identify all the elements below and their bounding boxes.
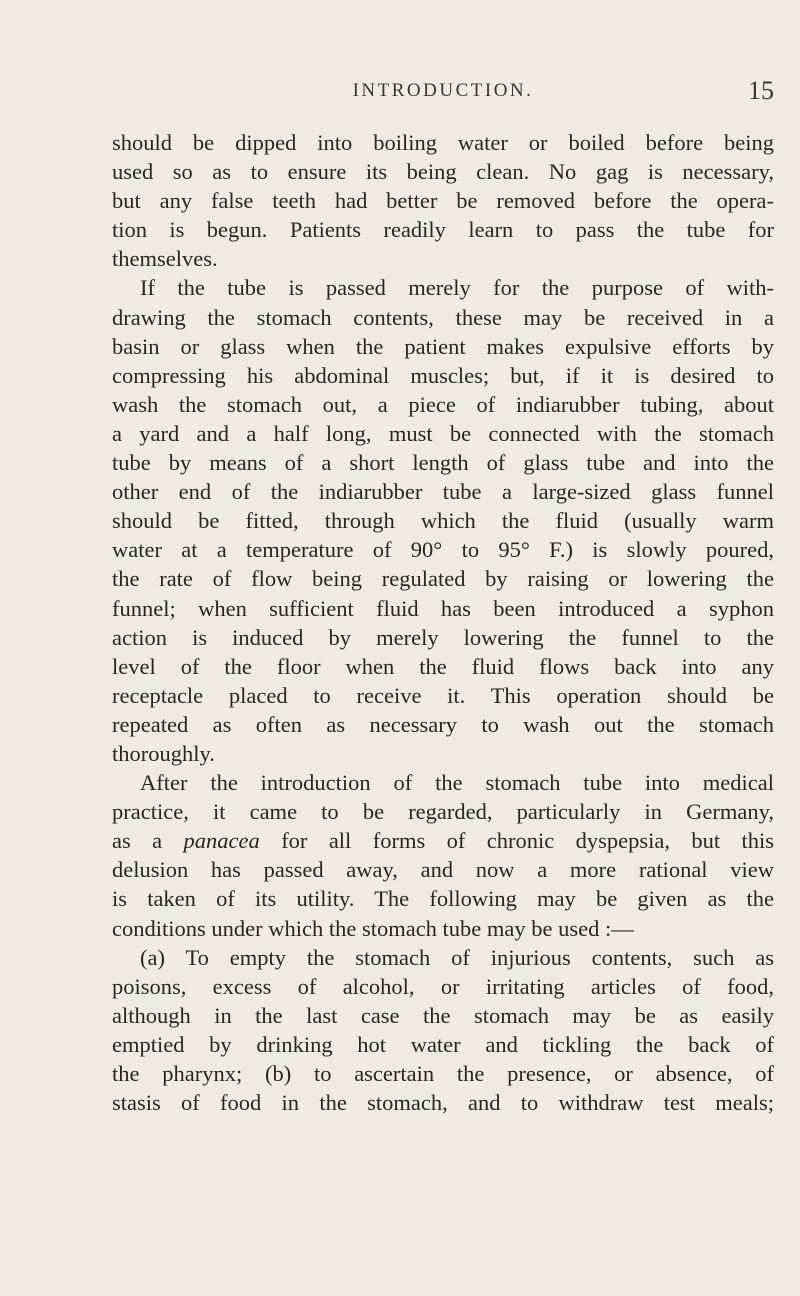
text-line: action is induced by merely lowering the funnel to the — [112, 624, 774, 650]
text-line: delusion has passed away, and now a more rational view — [112, 857, 774, 883]
text-line: If the tube is passed merely for the purpose of with- — [140, 275, 774, 301]
text-line: themselves. — [112, 246, 218, 272]
running-head — [112, 76, 774, 110]
body-text — [112, 128, 774, 1117]
text-line: emptied by drinking hot water and tickling the back of — [112, 1031, 774, 1057]
text-line: should be fitted, through which the fluid (usually warm — [112, 508, 774, 534]
text-line: poisons, excess of alcohol, or irritating articles of food, — [112, 973, 774, 999]
text-line: wash the stomach out, a piece of indiarubber tubing, about — [112, 391, 774, 417]
page-number: 15 — [748, 76, 774, 105]
text-line: practice, it came to be regarded, particularly in Germany, — [112, 799, 774, 825]
text-line: compressing his abdominal muscles; but, if it is desired to — [112, 362, 774, 388]
text-line: funnel; when sufficient fluid has been introduced a syphon — [112, 595, 774, 621]
text-line: thoroughly. — [112, 740, 215, 766]
text-line: should be dipped into boiling water or boiled before being — [112, 130, 774, 155]
text-line: other end of the indiarubber tube a large-sized glass funnel — [112, 479, 774, 505]
text-line: (a) To empty the stomach of injurious contents, such as — [140, 944, 774, 970]
text-line: receptacle placed to receive it. This operation should be — [112, 682, 774, 708]
text-line: used so as to ensure its being clean. No gag is necessary, — [112, 159, 774, 185]
text-line: conditions under which the stomach tube may be used :— — [112, 915, 634, 941]
text-fragment: for all forms of chronic dyspepsia, but this — [281, 828, 775, 854]
text-line: tube by means of a short length of glass tube and into the — [112, 450, 774, 476]
text-line-with-italic — [112, 826, 774, 855]
text-line: although in the last case the stomach may be as easily — [112, 1002, 774, 1028]
text-line: water at a temperature of 90° to 95° F.) is slowly poured, — [112, 537, 774, 563]
text-line: the pharynx; (b) to ascertain the presence, or absence, of — [112, 1061, 774, 1086]
text-fragment: as a — [112, 828, 163, 854]
text-line: basin or glass when the patient makes expulsive efforts by — [112, 333, 774, 359]
text-line: is taken of its utility. The following may be given as the — [112, 886, 774, 912]
text-line: After the introduction of the stomach tube into medical — [140, 770, 774, 796]
text-line: drawing the stomach contents, these may be received in a — [112, 304, 774, 330]
text-line: tion is begun. Patients readily learn to pass the tube for — [112, 217, 774, 243]
text-line: but any false teeth had better be removed before the opera- — [112, 188, 774, 214]
text-line: level of the floor when the fluid flows back into any — [112, 653, 774, 679]
text-line: stasis of food in the stomach, and to withdraw test meals; — [112, 1090, 774, 1116]
italic-word: panacea — [183, 828, 260, 854]
text-line: a yard and a half long, must be connected with the stomach — [112, 420, 774, 446]
running-title: INTRODUCTION. — [352, 80, 534, 101]
text-line: the rate of flow being regulated by raising or lowering the — [112, 566, 774, 592]
text-line: repeated as often as necessary to wash out the stomach — [112, 711, 774, 737]
